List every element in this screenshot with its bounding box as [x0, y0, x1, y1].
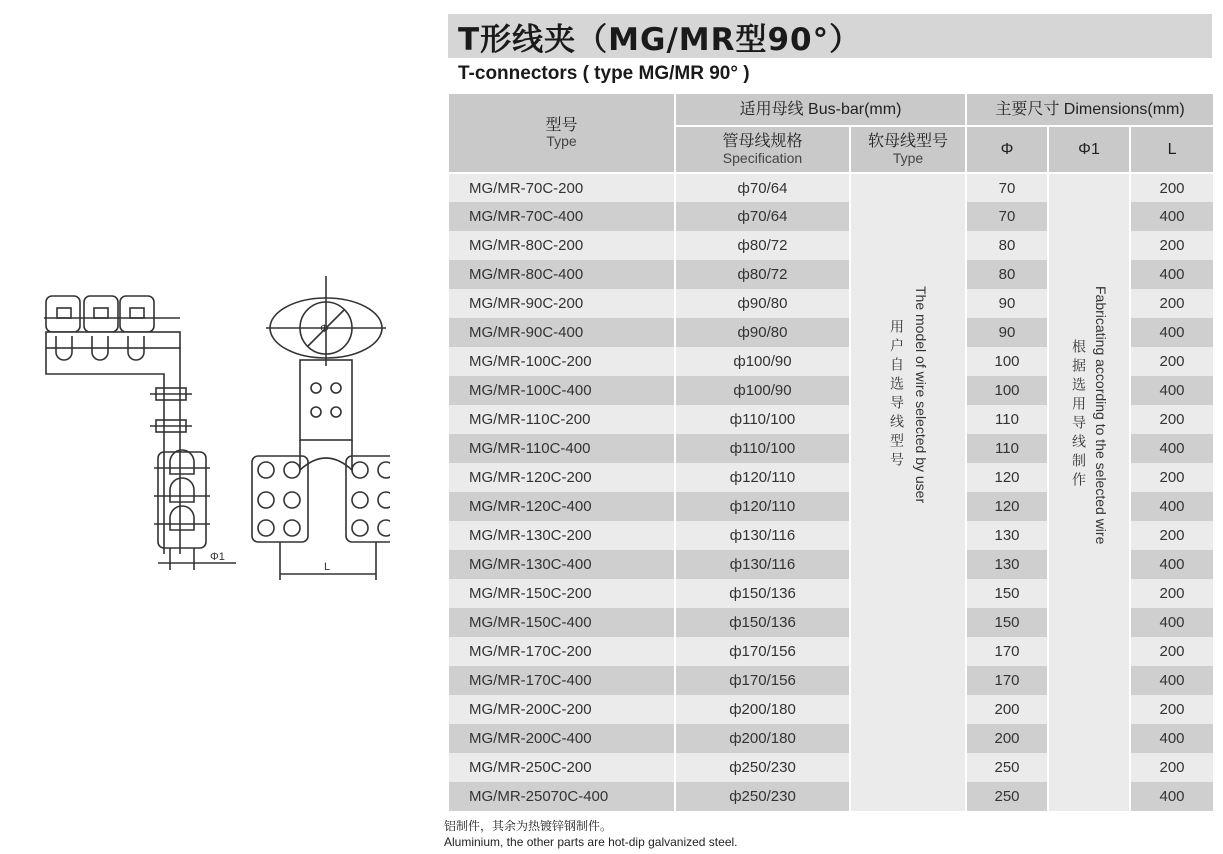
cell-phi: 170	[966, 666, 1048, 695]
cell-spec: ф130/116	[675, 521, 850, 550]
cell-spec: ф150/136	[675, 579, 850, 608]
cell-type: MG/MR-110C-200	[448, 405, 675, 434]
cell-spec: ф110/100	[675, 434, 850, 463]
page-subtitle: T-connectors ( type MG/MR 90° )	[458, 63, 750, 84]
cell-L: 400	[1130, 434, 1214, 463]
connector-drawing	[30, 270, 390, 590]
cell-type: MG/MR-110C-400	[448, 434, 675, 463]
page-title: T形线夹（MG/MR型90°）	[458, 21, 862, 58]
cell-phi: 70	[966, 173, 1048, 202]
cell-L: 400	[1130, 782, 1214, 811]
cell-phi1-merged	[1048, 173, 1130, 811]
cell-L: 400	[1130, 492, 1214, 521]
cell-type: MG/MR-130C-200	[448, 521, 675, 550]
cell-L: 400	[1130, 666, 1214, 695]
cell-phi: 150	[966, 579, 1048, 608]
cell-L: 200	[1130, 289, 1214, 318]
cell-phi: 70	[966, 202, 1048, 231]
cell-spec: ф80/72	[675, 260, 850, 289]
cell-spec: ф100/90	[675, 347, 850, 376]
cell-L: 200	[1130, 695, 1214, 724]
cell-spec: ф250/230	[675, 782, 850, 811]
footnote	[444, 818, 738, 850]
cell-type: MG/MR-150C-200	[448, 579, 675, 608]
cell-phi: 130	[966, 521, 1048, 550]
cell-type: MG/MR-100C-400	[448, 376, 675, 405]
cell-type: MG/MR-80C-200	[448, 231, 675, 260]
clamp-block	[84, 296, 118, 332]
cell-spec: ф130/116	[675, 550, 850, 579]
cell-L: 400	[1130, 724, 1214, 753]
header-soft: 软母线型号 Type	[850, 126, 966, 173]
cell-phi: 150	[966, 608, 1048, 637]
cell-spec: ф170/156	[675, 637, 850, 666]
cell-spec: ф80/72	[675, 231, 850, 260]
cell-L: 200	[1130, 753, 1214, 782]
cell-L: 400	[1130, 318, 1214, 347]
phi1-note-en: Fabricating according to the selected wire	[1093, 286, 1110, 545]
header-type: 型号 Type	[448, 93, 675, 173]
title-bar	[448, 14, 1212, 58]
cell-type: MG/MR-120C-200	[448, 463, 675, 492]
cell-phi: 120	[966, 463, 1048, 492]
cell-phi: 90	[966, 289, 1048, 318]
header-dimensions: 主要尺寸 Dimensions(mm)	[966, 93, 1214, 126]
cell-L: 200	[1130, 347, 1214, 376]
cell-phi: 80	[966, 260, 1048, 289]
table-body	[448, 173, 1214, 811]
clamp-block	[46, 296, 80, 332]
cell-L: 200	[1130, 579, 1214, 608]
cell-phi: 120	[966, 492, 1048, 521]
cell-L: 400	[1130, 550, 1214, 579]
cell-L: 400	[1130, 376, 1214, 405]
cell-phi: 200	[966, 695, 1048, 724]
table-row	[448, 173, 1214, 202]
phi1-label: Φ1	[210, 551, 225, 563]
cell-spec: ф90/80	[675, 289, 850, 318]
cell-L: 200	[1130, 637, 1214, 666]
cell-phi: 100	[966, 347, 1048, 376]
cell-type: MG/MR-25070C-400	[448, 782, 675, 811]
cell-phi: 100	[966, 376, 1048, 405]
cell-phi: 250	[966, 782, 1048, 811]
cell-type: MG/MR-90C-200	[448, 289, 675, 318]
cell-L: 400	[1130, 202, 1214, 231]
cell-phi: 250	[966, 753, 1048, 782]
cell-type: MG/MR-70C-400	[448, 202, 675, 231]
cell-type: MG/MR-120C-400	[448, 492, 675, 521]
cell-type: MG/MR-80C-400	[448, 260, 675, 289]
cell-spec: ф150/136	[675, 608, 850, 637]
footnote-en: Aluminium, the other parts are hot-dip galvanized steel.	[444, 835, 738, 849]
cell-spec: ф110/100	[675, 405, 850, 434]
cell-type: MG/MR-70C-200	[448, 173, 675, 202]
header-phi: Φ	[966, 126, 1048, 173]
cell-phi: 200	[966, 724, 1048, 753]
cell-spec: ф170/156	[675, 666, 850, 695]
header-busbar: 适用母线 Bus-bar(mm)	[675, 93, 966, 126]
header-L: L	[1130, 126, 1214, 173]
phi1-note-cn: 根据选用导线制作	[1071, 339, 1088, 492]
cell-type: MG/MR-90C-400	[448, 318, 675, 347]
cell-type: MG/MR-130C-400	[448, 550, 675, 579]
cell-type: MG/MR-170C-400	[448, 666, 675, 695]
cell-spec: ф90/80	[675, 318, 850, 347]
clamp-block	[120, 296, 154, 332]
cell-type: MG/MR-200C-400	[448, 724, 675, 753]
cell-L: 400	[1130, 260, 1214, 289]
cell-spec: ф120/110	[675, 492, 850, 521]
soft-type-note-en: The model of wire selected by user	[913, 286, 929, 504]
cell-L: 200	[1130, 231, 1214, 260]
cell-type: MG/MR-250C-200	[448, 753, 675, 782]
cell-L: 400	[1130, 608, 1214, 637]
cell-phi: 110	[966, 434, 1048, 463]
cell-phi: 110	[966, 405, 1048, 434]
cell-type: MG/MR-150C-400	[448, 608, 675, 637]
cell-spec: ф200/180	[675, 724, 850, 753]
cell-phi: 170	[966, 637, 1048, 666]
phi-label: Φ	[320, 323, 329, 335]
cell-spec: ф250/230	[675, 753, 850, 782]
cell-phi: 80	[966, 231, 1048, 260]
cell-type: MG/MR-200C-200	[448, 695, 675, 724]
cell-spec: ф70/64	[675, 202, 850, 231]
cell-spec: ф120/110	[675, 463, 850, 492]
cell-type: MG/MR-170C-200	[448, 637, 675, 666]
cell-L: 200	[1130, 521, 1214, 550]
cell-phi: 130	[966, 550, 1048, 579]
spec-table	[447, 92, 1215, 811]
cell-L: 200	[1130, 173, 1214, 202]
soft-type-note-cn: 用户自选导线型号	[889, 318, 905, 471]
cell-spec: ф70/64	[675, 173, 850, 202]
footnote-cn: 铝制件，其余为热镀锌钢制件。	[444, 819, 613, 833]
L-label: L	[324, 561, 331, 573]
cell-spec: ф100/90	[675, 376, 850, 405]
cell-phi: 90	[966, 318, 1048, 347]
cell-spec: ф200/180	[675, 695, 850, 724]
cell-L: 200	[1130, 463, 1214, 492]
cell-L: 200	[1130, 405, 1214, 434]
header-phi1: Φ1	[1048, 126, 1130, 173]
header-spec: 管母线规格 Specification	[675, 126, 850, 173]
cell-type: MG/MR-100C-200	[448, 347, 675, 376]
cell-soft-type-merged	[850, 173, 966, 811]
